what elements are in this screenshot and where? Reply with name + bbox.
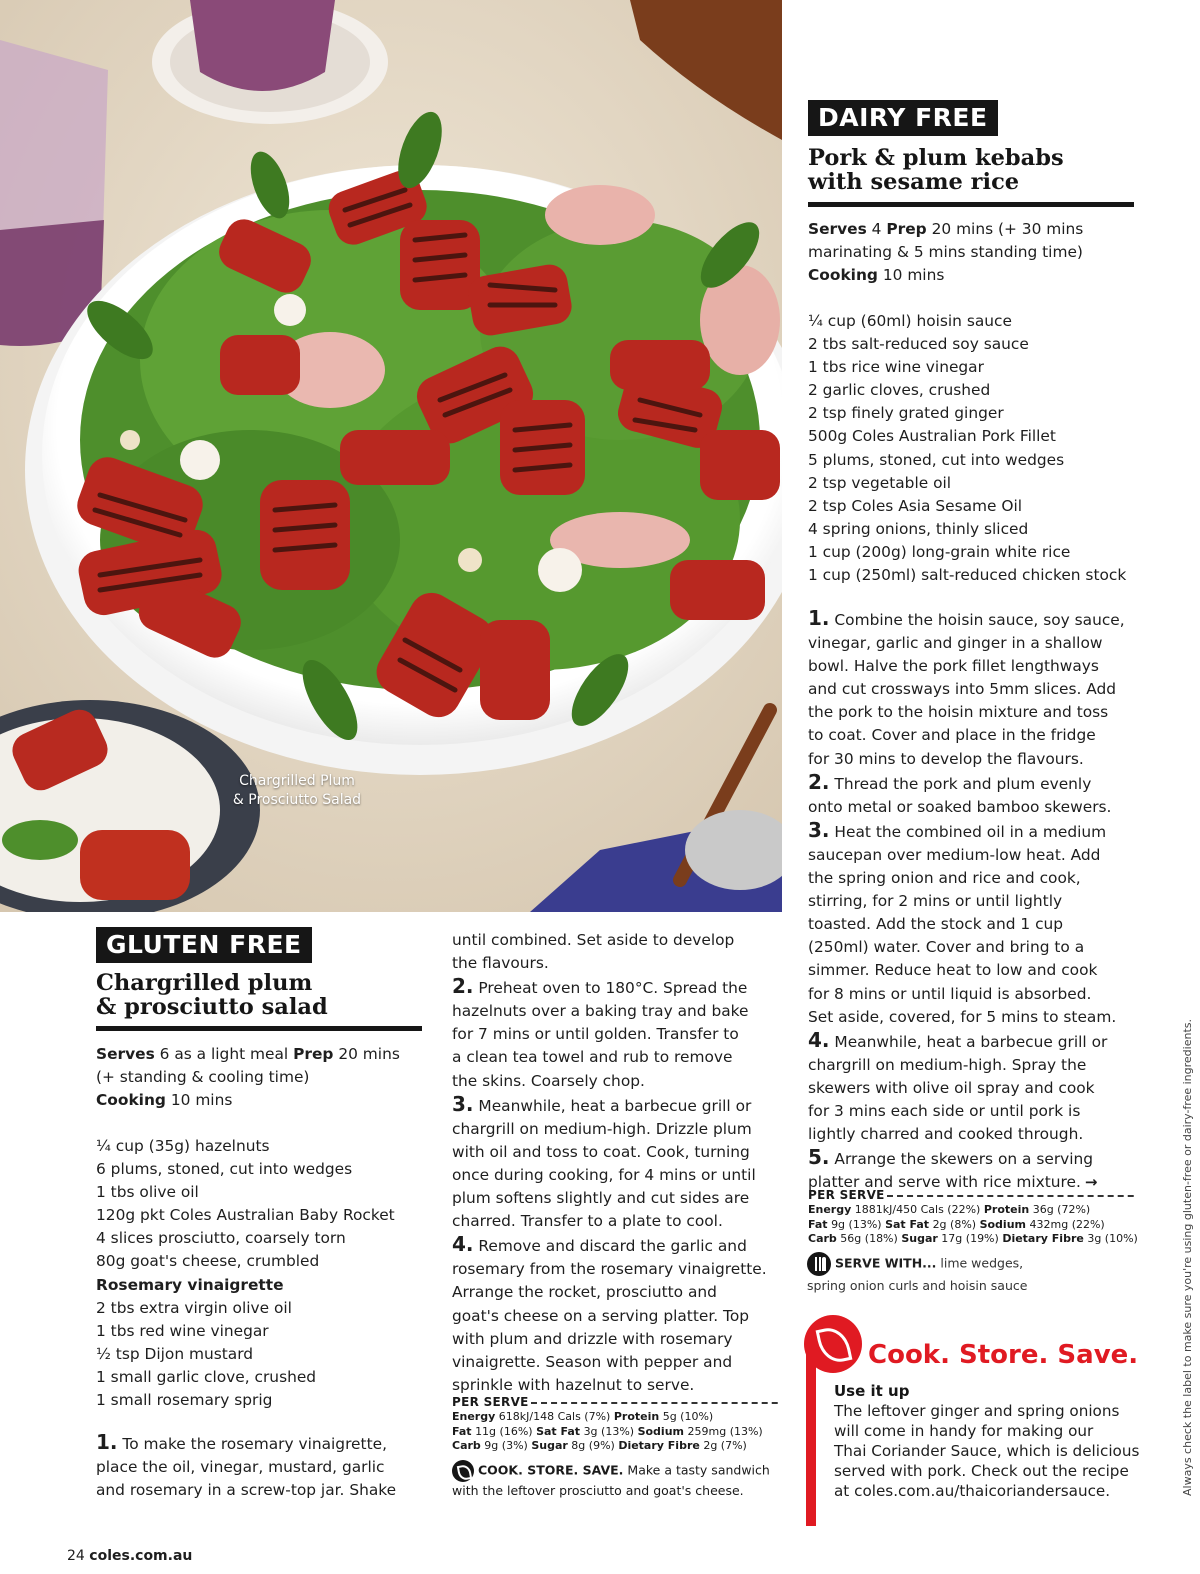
- right-prep-label: Prep: [886, 220, 927, 238]
- step-text: skewers with olive oil spray and cook: [808, 1078, 1095, 1097]
- nutrition-value: 17g (19%): [941, 1232, 999, 1245]
- right-cooking-value: 10 mins: [882, 266, 945, 285]
- nutrition-label: Protein: [983, 1203, 1030, 1216]
- nutrition-label: Carb: [452, 1439, 481, 1452]
- leaf-icon: [452, 1460, 474, 1482]
- page-number: 24: [67, 1548, 85, 1564]
- use-it-up-heading: Use it up: [834, 1382, 910, 1400]
- step-number: 2.: [452, 974, 474, 999]
- step-text: lightly charred and cooked through.: [808, 1125, 1084, 1144]
- nutrition-value: 2g (7%): [703, 1439, 747, 1452]
- left-ingredients: [96, 1135, 436, 1412]
- body-line: at coles.com.au/thaicoriandersauce.: [834, 1482, 1111, 1500]
- nutrition-value: 8g (9%): [571, 1439, 615, 1452]
- body-line: The leftover ginger and spring onions: [834, 1402, 1120, 1420]
- nutrition-value: 3g (13%): [583, 1424, 635, 1438]
- nutrition-value: 9g (13%): [831, 1217, 882, 1231]
- step-text: saucepan over medium-low heat. Add: [808, 845, 1101, 864]
- step-text: Set aside, covered, for 5 mins to steam.: [808, 1007, 1117, 1026]
- nutrition-label: Sodium: [637, 1424, 684, 1438]
- nutrition-value: 56g (18%): [840, 1232, 898, 1245]
- step-text: with oil and toss to coat. Cook, turning: [452, 1142, 750, 1161]
- right-serves-label: Serves: [808, 220, 867, 238]
- step-text: and cut crossways into 5mm slices. Add: [808, 680, 1117, 699]
- left-prep-note: (+ standing & cooling time): [96, 1068, 310, 1087]
- step-text: the pork to the hoisin mixture and toss: [808, 703, 1109, 722]
- ingredient-item: 1 tbs olive oil: [96, 1183, 199, 1202]
- left-title-rule: [96, 1026, 422, 1031]
- cook-store-save-title: Cook. Store. Save.: [868, 1340, 1139, 1370]
- per-serve-heading: PER SERVE: [808, 1188, 885, 1202]
- ingredient-item: 2 tsp vegetable oil: [808, 473, 952, 492]
- step-text: once during cooking, for 4 mins or until: [452, 1165, 756, 1184]
- ingredient-item: 4 slices prosciutto, coarsely torn: [96, 1229, 346, 1248]
- leaf-badge-icon: [804, 1315, 862, 1373]
- step-text: chargrill on medium-high. Drizzle plum: [452, 1119, 752, 1138]
- nutrition-label: Protein: [613, 1410, 660, 1423]
- step-text: charred. Transfer to a plate to cool.: [452, 1212, 723, 1231]
- step-text: Heat the combined oil in a medium: [834, 822, 1107, 841]
- per-serve-heading: PER SERVE: [452, 1395, 529, 1409]
- ingredient-item: ½ tsp Dijon mustard: [96, 1344, 254, 1363]
- cook-store-save-label: COOK. STORE. SAVE.: [478, 1462, 624, 1478]
- step-text: Thread the pork and plum evenly: [834, 774, 1092, 793]
- ingredients-disclaimer: Always check the label to make sure you're using gluten-free or dairy-free ingredients.: [1181, 1019, 1194, 1496]
- right-title-line2: with sesame rice: [808, 169, 1020, 195]
- nutrition-label: Sugar: [531, 1439, 568, 1452]
- salad-illustration: [0, 0, 782, 912]
- nutrition-value: 9g (3%): [484, 1439, 528, 1452]
- ingredient-item: 2 tbs extra virgin olive oil: [96, 1298, 292, 1317]
- step-text: vinaigrette. Season with pepper and: [452, 1352, 733, 1371]
- ingredient-item: 4 spring onions, thinly sliced: [808, 519, 1029, 538]
- arrow-right-icon: →: [1084, 1173, 1098, 1192]
- photo-caption: [222, 772, 372, 810]
- step-number: 3.: [808, 817, 830, 842]
- ingredient-item: 80g goat's cheese, crumbled: [96, 1252, 320, 1271]
- step-number: 1.: [808, 606, 830, 630]
- nutrition-label: Energy: [452, 1410, 496, 1423]
- cook-store-save-text: with the leftover prosciutto and goat's cheese.: [452, 1483, 744, 1498]
- step-text: for 30 mins to develop the flavours.: [808, 749, 1084, 768]
- step-text: until combined. Set aside to develop: [452, 931, 735, 949]
- nutrition-label: Dietary Fibre: [1002, 1232, 1084, 1245]
- step-text: the flavours.: [452, 954, 549, 973]
- left-prep-value: 20 mins: [338, 1045, 400, 1063]
- step-text: (250ml) water. Cover and bring to a: [808, 938, 1085, 957]
- left-title-line1: Chargrilled plum: [96, 970, 313, 996]
- step-text: the spring onion and rice and cook,: [808, 869, 1081, 888]
- right-title-line1: Pork & plum kebabs: [808, 145, 1064, 171]
- nutrition-value: 1881kJ/450 Cals (22%): [854, 1203, 981, 1216]
- right-per-serve: [808, 1188, 1138, 1247]
- right-serves-value: 4: [871, 220, 882, 238]
- step-text: bowl. Halve the pork fillet lengthways: [808, 657, 1099, 676]
- left-method-col1: [96, 1431, 436, 1502]
- right-title-rule: [808, 202, 1134, 207]
- photo-caption-line2: & Prosciutto Salad: [232, 792, 362, 808]
- ingredient-item: 500g Coles Australian Pork Fillet: [808, 427, 1056, 446]
- step-text: stirring, for 2 mins or until lightly: [808, 892, 1063, 911]
- step-text: and rosemary in a screw-top jar. Shake: [96, 1481, 397, 1500]
- step-text: simmer. Reduce heat to low and cook: [808, 961, 1098, 980]
- nutrition-label: Fat: [452, 1424, 472, 1438]
- left-serves-label: Serves: [96, 1045, 155, 1063]
- right-method: [808, 607, 1153, 1194]
- step-number: 4.: [808, 1027, 830, 1052]
- ingredient-item: 2 tsp Coles Asia Sesame Oil: [808, 496, 1023, 515]
- left-recipe-meta: [96, 1043, 426, 1112]
- left-title-line2: & prosciutto salad: [96, 994, 328, 1020]
- step-number: 1.: [96, 1430, 118, 1454]
- step-text: for 3 mins each side or until pork is: [808, 1101, 1081, 1120]
- gluten-free-tag: GLUTEN FREE: [96, 927, 312, 963]
- step-text: goat's cheese on a serving platter. Top: [452, 1306, 750, 1325]
- step-text: the skins. Coarsely chop.: [452, 1071, 645, 1090]
- step-text: hazelnuts over a baking tray and bake: [452, 1002, 749, 1021]
- dairy-free-tag: DAIRY FREE: [808, 100, 998, 136]
- body-line: Thai Coriander Sauce, which is delicious: [834, 1442, 1140, 1460]
- ingredient-item: 1 tbs rice wine vinegar: [808, 358, 984, 377]
- serve-with: [807, 1252, 1027, 1295]
- step-number: 2.: [808, 769, 830, 794]
- nutrition-label: Sat Fat: [536, 1424, 581, 1438]
- step-text: Remove and discard the garlic and: [478, 1237, 747, 1256]
- step-text: a clean tea towel and rub to remove: [452, 1048, 733, 1067]
- nutrition-label: Sugar: [901, 1232, 938, 1245]
- nutrition-value: 618kJ/148 Cals (7%): [498, 1410, 611, 1423]
- ingredient-item: 5 plums, stoned, cut into wedges: [808, 450, 1065, 469]
- step-text: chargrill on medium-high. Spray the: [808, 1055, 1087, 1074]
- per-serve-divider: [887, 1195, 1134, 1197]
- left-cooking-value: 10 mins: [170, 1091, 233, 1110]
- nutrition-label: Sat Fat: [885, 1217, 930, 1231]
- nutrition-label: Sodium: [979, 1217, 1026, 1231]
- step-text: Arrange the skewers on a serving: [834, 1150, 1094, 1169]
- nutrition-value: 259mg (13%): [687, 1424, 763, 1438]
- right-prep-note: marinating & 5 mins standing time): [808, 243, 1083, 262]
- ingredient-item: 2 tsp finely grated ginger: [808, 404, 1004, 423]
- left-cook-store-save: [452, 1460, 782, 1500]
- ingredient-item: 1 tbs red wine vinegar: [96, 1321, 269, 1340]
- ingredient-item: ¼ cup (60ml) hoisin sauce: [808, 312, 1012, 330]
- nutrition-value: 11g (16%): [475, 1424, 533, 1438]
- ingredient-item: 1 small rosemary sprig: [96, 1391, 273, 1410]
- vinaigrette-heading: Rosemary vinaigrette: [96, 1275, 284, 1294]
- ingredient-item: 120g pkt Coles Australian Baby Rocket: [96, 1206, 395, 1225]
- nutrition-value: 2g (8%): [932, 1217, 977, 1231]
- nutrition-value: 432mg (22%): [1029, 1217, 1105, 1231]
- step-text: Combine the hoisin sauce, soy sauce,: [834, 611, 1125, 629]
- nutrition-label: Energy: [808, 1203, 852, 1216]
- step-text: toasted. Add the stock and 1 cup: [808, 915, 1064, 934]
- cutlery-icon: [807, 1252, 831, 1276]
- right-cooking-label: Cooking: [808, 266, 878, 285]
- per-serve-divider: [531, 1402, 780, 1404]
- serve-with-label: SERVE WITH...: [835, 1255, 937, 1271]
- step-text: Meanwhile, heat a barbecue grill or: [834, 1032, 1108, 1051]
- right-ingredients: [808, 310, 1158, 587]
- left-cooking-label: Cooking: [96, 1091, 166, 1110]
- ingredient-item: 2 garlic cloves, crushed: [808, 381, 991, 400]
- step-text: with plum and drizzle with rosemary: [452, 1329, 733, 1348]
- nutrition-label: Dietary Fibre: [618, 1439, 700, 1452]
- page-footer: [67, 1548, 192, 1564]
- step-number: 5.: [808, 1145, 830, 1170]
- serve-with-text: lime wedges,: [940, 1255, 1024, 1271]
- body-line: served with pork. Check out the recipe: [834, 1462, 1129, 1480]
- hero-photo: [0, 0, 782, 912]
- step-text: vinegar, garlic and ginger in a shallow: [808, 634, 1103, 653]
- step-text: To make the rosemary vinaigrette,: [122, 1435, 387, 1453]
- nutrition-label: Fat: [808, 1217, 828, 1231]
- footer-site-link[interactable]: coles.com.au: [89, 1548, 193, 1564]
- step-text: for 8 mins or until liquid is absorbed.: [808, 984, 1092, 1003]
- ingredient-item: 1 cup (200g) long-grain white rice: [808, 542, 1071, 561]
- right-prep-value: 20 mins (+ 30 mins: [931, 220, 1084, 238]
- left-method-col2: [452, 929, 782, 1397]
- cook-store-save-text: Make a tasty sandwich: [627, 1462, 770, 1478]
- step-text: Arrange the rocket, prosciutto and: [452, 1283, 717, 1302]
- step-text: Preheat oven to 180°C. Spread the: [478, 979, 748, 998]
- nutrition-label: Carb: [808, 1232, 837, 1245]
- nutrition-value: 3g (10%): [1087, 1232, 1138, 1245]
- ingredient-item: 6 plums, stoned, cut into wedges: [96, 1160, 353, 1179]
- right-recipe-title: [808, 146, 1064, 194]
- left-prep-label: Prep: [293, 1045, 334, 1063]
- ingredient-item: 1 small garlic clove, crushed: [96, 1367, 317, 1386]
- ingredient-item: ¼ cup (35g) hazelnuts: [96, 1137, 270, 1155]
- photo-caption-line1: Chargrilled Plum: [239, 773, 355, 789]
- left-per-serve: [452, 1395, 780, 1454]
- step-text: Meanwhile, heat a barbecue grill or: [478, 1096, 752, 1115]
- step-text: sprinkle with hazelnut to serve.: [452, 1375, 695, 1394]
- step-text: to coat. Cover and place in the fridge: [808, 726, 1096, 745]
- left-serves-value: 6 as a light meal: [159, 1045, 289, 1063]
- cook-store-save-body: [834, 1401, 1164, 1501]
- left-recipe-title: [96, 971, 328, 1019]
- nutrition-value: 36g (72%): [1032, 1203, 1091, 1216]
- step-text: for 7 mins or until golden. Transfer to: [452, 1025, 739, 1044]
- cook-store-save-bar: [806, 1352, 816, 1526]
- serve-with-text: spring onion curls and hoisin sauce: [807, 1278, 1028, 1293]
- nutrition-value: 5g (10%): [662, 1410, 714, 1423]
- body-line: will come in handy for making our: [834, 1422, 1094, 1440]
- ingredient-item: 2 tbs salt-reduced soy sauce: [808, 335, 1029, 354]
- right-recipe-meta: [808, 218, 1148, 287]
- step-number: 3.: [452, 1091, 474, 1116]
- step-text: plum softens slightly and cut sides are: [452, 1189, 750, 1208]
- step-text: platter and serve with rice mixture.: [808, 1173, 1081, 1192]
- step-text: onto metal or soaked bamboo skewers.: [808, 797, 1112, 816]
- step-text: rosemary from the rosemary vinaigrette.: [452, 1260, 767, 1279]
- ingredient-item: 1 cup (250ml) salt-reduced chicken stock: [808, 566, 1127, 585]
- step-text: place the oil, vinegar, mustard, garlic: [96, 1458, 385, 1477]
- step-number: 4.: [452, 1232, 474, 1257]
